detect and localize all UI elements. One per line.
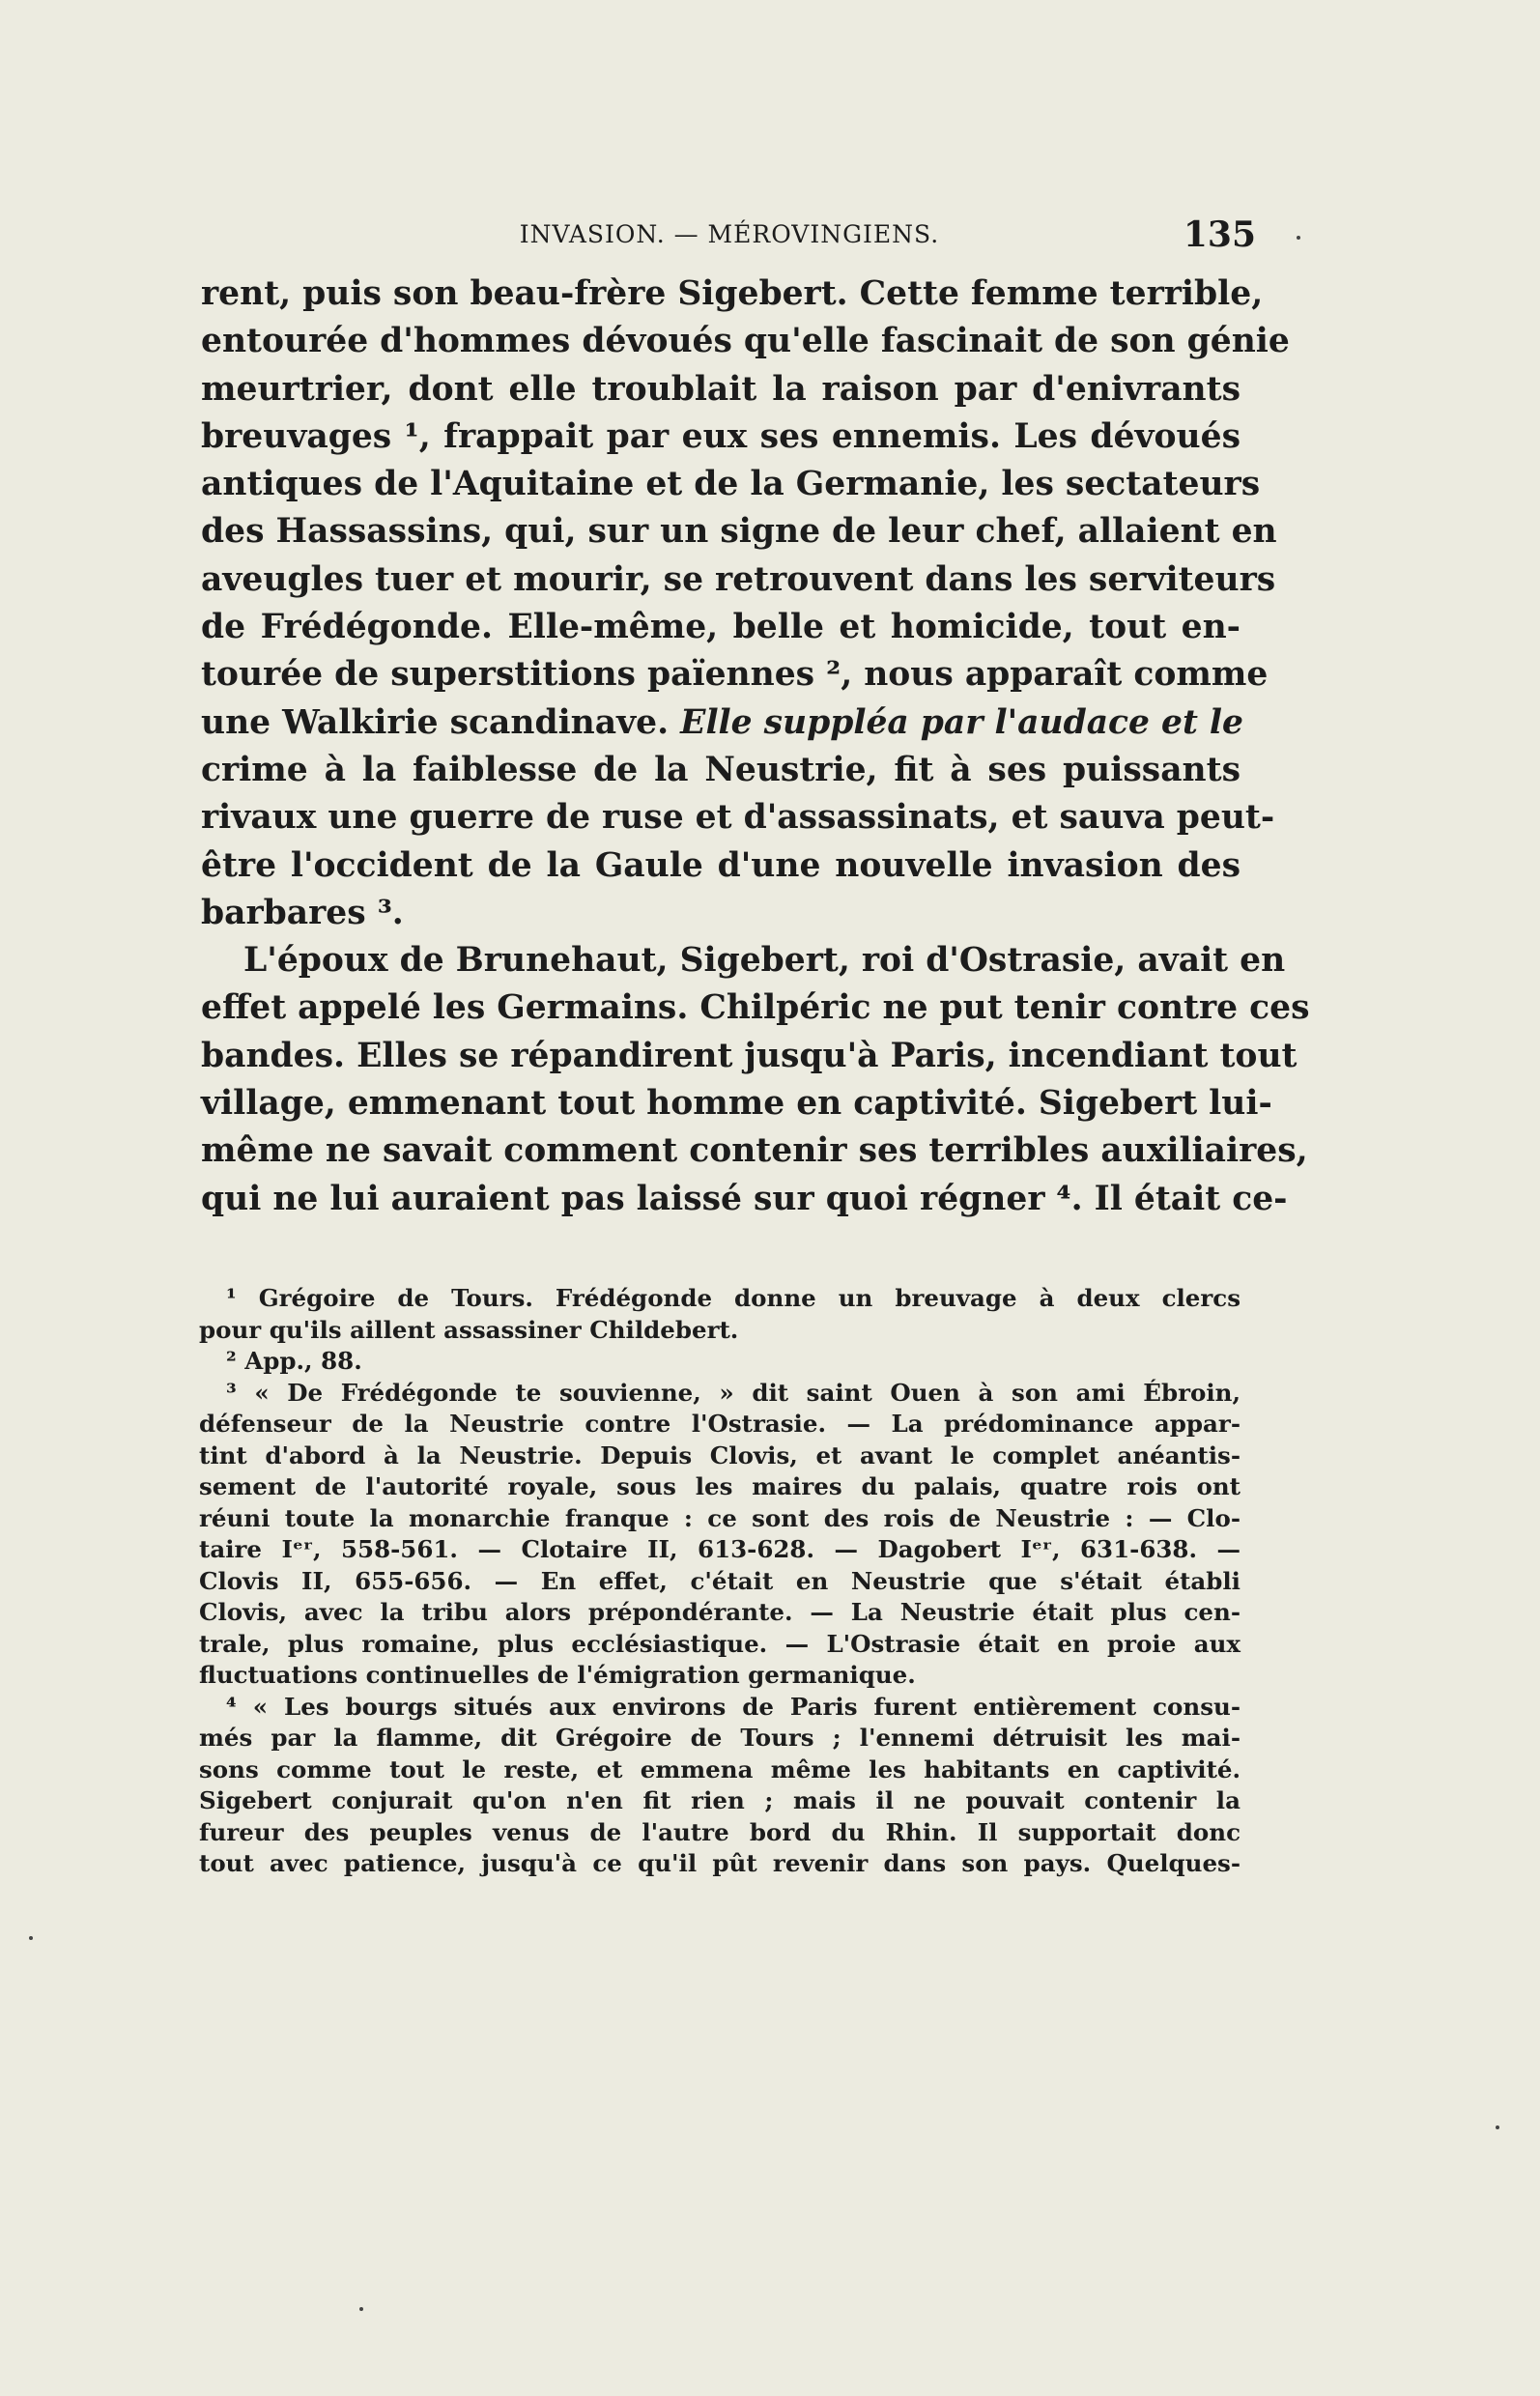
text-line: être l'occident de la Gaule d'une nouvelle invasion des — [201, 845, 1241, 885]
text-line: antiques de l'Aquitaine et de la Germanie, les sectateurs — [201, 465, 1261, 504]
footnote-line: taire Iᵉʳ, 558-561. — Clotaire II, 613-628. — Dagobert Iᵉʳ, 631-638. — — [199, 1535, 1241, 1563]
text-line: breuvages ¹, frappait par eux ses ennemis. Les dévoués — [201, 416, 1241, 456]
page-header — [203, 214, 1256, 263]
footnote-line: réuni toute la monarchie franque : ce sont des rois de Neustrie : — Clo- — [199, 1503, 1241, 1532]
text-line: bandes. Elles se répandirent jusqu'à Paris, incendiant tout — [201, 1036, 1298, 1075]
text-segment-italic: Elle suppléa par l'audace et le — [680, 702, 1243, 742]
text-line: tourée de superstitions païennes ², nous apparaît comme — [201, 655, 1269, 695]
footnote-line: ⁴ « Les bourgs situés aux environs de Paris furent entièrement consu- — [226, 1692, 1241, 1721]
paper-speck — [359, 2307, 363, 2311]
footnote-line: trale, plus romaine, plus ecclésiastique. — L'Ostrasie était en proie aux — [199, 1629, 1241, 1658]
running-head: INVASION. — MÉROVINGIENS. — [519, 220, 940, 248]
page-number: 135 — [1183, 214, 1256, 255]
footnote-line: fureur des peuples venus de l'autre bord du Rhin. Il supportait donc — [199, 1817, 1241, 1846]
footnote-line: Clovis II, 655-656. — En effet, c'était en Neustrie que s'était établi — [199, 1566, 1241, 1595]
paper-speck — [1496, 2125, 1499, 2129]
footnote-line: fluctuations continuelles de l'émigration germanique. — [199, 1661, 916, 1689]
text-line: aveugles tuer et mourir, se retrouvent dans les serviteurs — [201, 559, 1276, 599]
text-line-mixed — [201, 699, 1241, 747]
footnote-line: sement de l'autorité royale, sous les maires du palais, quatre rois ont — [199, 1472, 1241, 1500]
footnote-line: pour qu'ils aillent assassiner Childebert. — [199, 1315, 739, 1344]
footnote-line: tout avec patience, jusqu'à ce qu'il pût revenir dans son pays. Quelques- — [199, 1849, 1241, 1877]
text-line: qui ne lui auraient pas laissé sur quoi régner ⁴. Il était ce- — [201, 1179, 1288, 1218]
text-line: rivaux une guerre de ruse et d'assassinats, et sauva peut- — [201, 798, 1275, 838]
text-line: des Hassassins, qui, sur un signe de leur chef, allaient en — [201, 512, 1277, 552]
main-text — [201, 271, 1310, 1223]
text-line: rent, puis son beau-frère Sigebert. Cette femme terrible, — [201, 274, 1264, 313]
footnote-line: défenseur de la Neustrie contre l'Ostrasie. — La prédominance appar- — [199, 1410, 1241, 1438]
footnote-line: Clovis, avec la tribu alors prépondérante. — La Neustrie était plus cen- — [199, 1598, 1241, 1626]
text-segment-roman: une Walkirie scandinave. — [201, 702, 670, 742]
paragraph-start-line: L'époux de Brunehaut, Sigebert, roi d'Ostrasie, avait en — [243, 941, 1286, 981]
text-line: effet appelé les Germains. Chilpéric ne put tenir contre ces — [201, 988, 1310, 1028]
footnote-line: ¹ Grégoire de Tours. Frédégonde donne un breuvage à deux clercs — [226, 1284, 1241, 1312]
text-line: même ne savait comment contenir ses terribles auxiliaires, — [201, 1131, 1308, 1171]
footnote-line: més par la flamme, dit Grégoire de Tours ; l'ennemi détruisit les mai- — [199, 1724, 1241, 1752]
footnote-line: sons comme tout le reste, et emmena même les habitants en captivité. — [199, 1754, 1241, 1783]
text-line: meurtrier, dont elle troublait la raison par d'enivrants — [201, 369, 1241, 409]
text-line: barbares ³. — [201, 893, 404, 932]
footnote-line: ³ « De Frédégonde te souvienne, » dit saint Ouen à son ami Ébroin, — [226, 1378, 1241, 1407]
text-line: crime à la faiblesse de la Neustrie, fit à ses puissants — [201, 750, 1241, 789]
footnote-line: Sigebert conjurait qu'on n'en fit rien ; mais il ne pouvait contenir la — [199, 1786, 1241, 1814]
footnote-line: ² App., 88. — [226, 1347, 362, 1375]
text-line: entourée d'hommes dévoués qu'elle fascinait de son génie — [201, 322, 1290, 361]
paper-speck — [29, 1936, 33, 1940]
text-line: de Frédégonde. Elle-même, belle et homicide, tout en- — [201, 608, 1241, 647]
footnotes — [199, 1283, 1241, 1880]
footnote-line: tint d'abord à la Neustrie. Depuis Clovis, et avant le complet anéantis- — [199, 1440, 1241, 1469]
paper-speck — [1297, 236, 1300, 240]
text-line: village, emmenant tout homme en captivité. Sigebert lui- — [201, 1084, 1272, 1124]
